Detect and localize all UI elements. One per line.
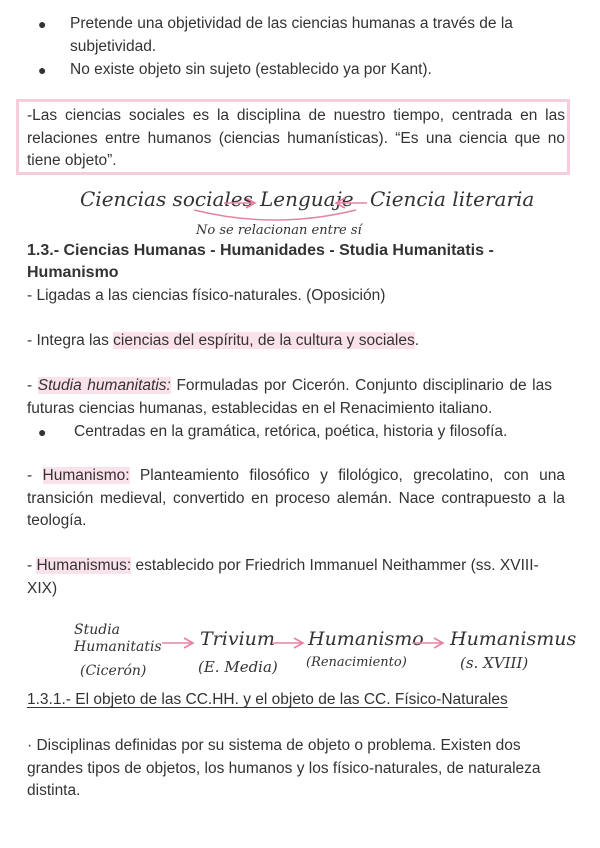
sketch-trivium: Trivium — [200, 628, 275, 650]
text: . — [414, 332, 420, 349]
sketch-humanismus: Humanismus — [450, 628, 577, 650]
arrow-right-icon — [410, 636, 446, 650]
bullet-dot: ● — [38, 16, 47, 32]
paragraph: · Disciplinas definidas por su sistema de objeto o problema. Existen dos grandes tipos de objetos, los humanos y los físico-naturales, de naturaleza distinta. — [27, 737, 541, 799]
arrow-right-icon — [270, 636, 306, 650]
sketch-sub-e-media: (E. Media) — [198, 658, 278, 676]
paragraph — [27, 330, 572, 353]
sketch-sub-ciceron: (Cicerón) — [80, 663, 147, 679]
text: establecido por Friedrich Immanuel Neithammer (ss. XVIII-XIX) — [27, 557, 539, 597]
section-title-1-3-1: 1.3.1.- El objeto de las CC.HH. y el objeto de las CC. Físico-Naturales — [27, 691, 508, 708]
section-title-1-3: 1.3.- Ciencias Humanas - Humanidades - Studia Humanitatis - Humanismo — [27, 242, 494, 281]
bullet-text: Centradas en la gramática, retórica, poética, historia y filosofía. — [74, 423, 508, 440]
paragraph — [27, 465, 565, 533]
bullet-text: No existe objeto sin sujeto (establecido ya por Kant). — [70, 61, 432, 78]
paragraph — [27, 375, 552, 420]
sketch-lenguaje: Lenguaje — [260, 187, 354, 211]
sketch-ciencias-sociales: Ciencias sociales — [80, 187, 253, 211]
text: Planteamiento filosófico y filológico, grecolatino, con una transición medieval, convertido en proceso alemán. Nace contrapuesto a la teología. — [27, 467, 565, 529]
highlight-text: ciencias del espíritu, de la cultura y sociales — [113, 332, 415, 349]
bullet-dot: ● — [38, 424, 47, 440]
sketch-sub-s-xviii: (s. XVIII) — [460, 654, 529, 672]
paragraph — [27, 555, 552, 600]
sketch-sub-renacimiento: (Renacimiento) — [306, 655, 407, 670]
text: - — [27, 377, 38, 394]
term-humanismo: Humanismo: — [42, 467, 130, 484]
bullet-dot: ● — [38, 62, 47, 78]
text: - Integra las — [27, 332, 114, 349]
paragraph: - Ligadas a las ciencias físico-naturales. (Oposición) — [27, 287, 386, 304]
sketch-note: No se relacionan entre sí — [196, 223, 362, 238]
text: Formuladas por Cicerón. Conjunto disciplinario de las futuras ciencias humanas, establecidas en el Renacimiento italiano. — [27, 377, 552, 417]
text: - — [27, 467, 43, 484]
arrow-right-icon — [160, 636, 196, 650]
sketch-studia-humanitatis: Studia Humanitatis — [74, 622, 162, 655]
bullet-text: Pretende una objetividad de las ciencias humanas a través de la subjetividad. — [70, 15, 513, 55]
term-studia-humanitatis: Studia humanitatis: — [37, 377, 171, 394]
quote-text: -Las ciencias sociales es la disciplina de nuestro tiempo, centrada en las relaciones entre humanos (ciencias humanísticas). “Es una ciencia que no tiene objeto”. — [27, 107, 565, 169]
sketch-ciencia-literaria: Ciencia literaria — [370, 187, 535, 211]
text: - — [27, 557, 37, 574]
sketch-humanismo: Humanismo — [308, 628, 424, 650]
term-humanismus: Humanismus: — [36, 557, 132, 574]
